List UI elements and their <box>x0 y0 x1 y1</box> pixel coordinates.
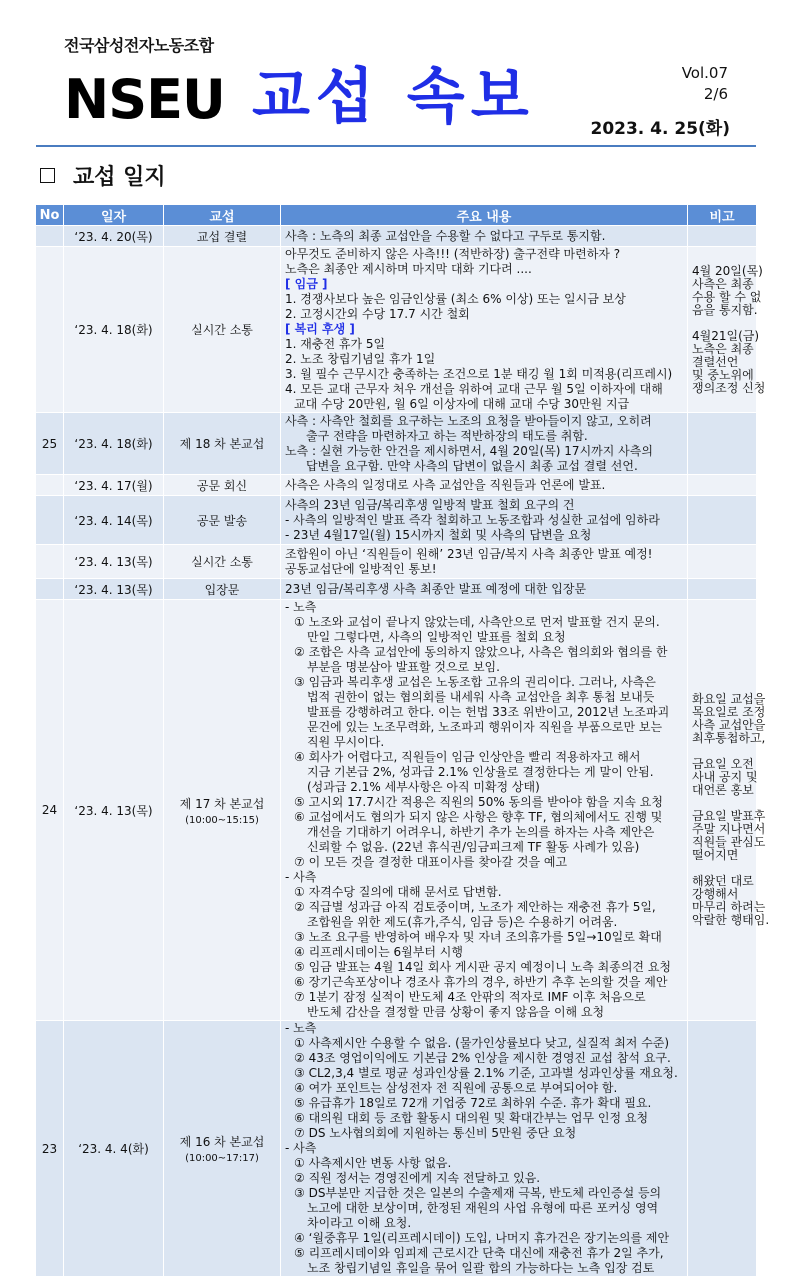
volume-number: Vol.07 <box>681 64 728 82</box>
content-heading: [ 복리 후생 ] <box>285 322 355 336</box>
row-type-label: 제 17 차 본교섭 <box>179 796 265 811</box>
col-header-date: 일자 <box>64 205 164 226</box>
note-line: 쟁의조정 신청 <box>692 380 766 395</box>
content-line: ⑦ DS 노사협의회에 지원하는 통신비 5만원 중단 요청 <box>294 1126 577 1140</box>
content-line: 조합원이 아닌 ‘직원들이 원해’ 23년 임금/복지 사측 최종안 발표 예정! <box>285 546 653 561</box>
row-date: ‘23. 4. 13(목) <box>64 600 164 1021</box>
page-number: 2/6 <box>703 85 728 103</box>
note-line: 및 중노위에 <box>692 367 754 382</box>
content-line: 교대 수당 20만원, 월 6일 이상자에 대해 교대 수당 30만원 지급 <box>294 397 630 411</box>
content-line: 노고에 대한 보상이며, 한정된 재원의 사업 유형에 따른 포커싱 영역 <box>307 1201 659 1215</box>
row-date: ‘23. 4. 18(화) <box>64 413 164 475</box>
content-line: ① 사측제시안 수용할 수 없음. (물가인상률보다 낮고, 실질적 최저 수준) <box>294 1036 670 1050</box>
row-note <box>688 496 757 545</box>
bulletin-title: 교섭 속보 <box>252 62 535 132</box>
content-line: 답변을 요구함. 만약 사측의 답변이 없을시 최종 교섭 결렬 선언. <box>306 458 638 473</box>
row-no <box>36 226 64 247</box>
issue-date: 2023. 4. 25(화) <box>590 119 730 139</box>
row-note <box>688 475 757 496</box>
row-type <box>164 1021 281 1277</box>
col-header-no: No <box>36 205 64 226</box>
row-no <box>36 496 64 545</box>
content-line: ⑤ 임금 발표는 4월 14일 회사 게시판 공지 예정이니 노측 최종의견 요청 <box>294 960 672 974</box>
note-line: 악랄한 행태임. <box>692 913 770 927</box>
content-line: 3. 월 필수 근무시간 충족하는 조건으로 1분 태깅 월 1회 미적용(리프레시) <box>285 367 673 381</box>
row-type: 공문 회신 <box>164 475 281 496</box>
content-line: ⑤ 유급휴가 18일로 72개 기업중 72로 최하위 수준. 휴가 확대 필요. <box>294 1096 652 1110</box>
content-line: (성과급 2.1% 세부사항은 아직 미확정 상태) <box>307 780 540 794</box>
row-type <box>164 600 281 1021</box>
table-row <box>36 545 757 579</box>
note-line: 대언론 홍보 <box>692 783 754 797</box>
content-line: 지금 기본급 2%, 성과급 2.1% 인상율로 결정한다는 게 말이 안됨. <box>307 765 654 779</box>
content-line: 신뢰할 수 없음. (22년 휴식권/임금피크제 TF 활동 사례가 있음) <box>307 840 640 854</box>
row-type: 제 18 차 본교섭 <box>164 413 281 475</box>
content-line: 출구 전략을 마련하자고 하는 적반하장의 태도를 취함. <box>306 428 588 443</box>
content-heading: [ 임금 ] <box>285 277 328 291</box>
row-content <box>281 496 688 545</box>
row-type-label: 제 16 차 본교섭 <box>179 1135 265 1149</box>
content-subheading: - 노측 <box>285 600 317 614</box>
content-line: ④ 여가 포인트는 삼성전자 전 직원에 공통으로 부여되어야 함. <box>294 1081 618 1095</box>
row-content <box>281 1021 688 1277</box>
table-row <box>36 475 757 496</box>
table-header-row <box>36 205 757 226</box>
col-header-content: 주요 내용 <box>281 205 688 226</box>
note-line: 음을 통지함. <box>692 302 758 317</box>
content-subheading: - 노측 <box>285 1021 317 1035</box>
session-time: (10:00~17:17) <box>185 1153 259 1164</box>
content-line: ⑥ 장기근속포상이나 경조사 휴가의 경우, 하반기 추후 논의할 것을 제안 <box>294 975 668 989</box>
note-line: 직원들 관심도 <box>692 835 766 849</box>
table-row <box>36 1021 757 1277</box>
content-line: ① 사측제시안 변동 사항 없음. <box>294 1156 452 1170</box>
row-no: 25 <box>36 413 64 475</box>
content-line: ④ ‘월중휴무 1일(리프레시데이) 도입, 나머지 휴가건은 장기논의를 제안 <box>294 1231 670 1245</box>
content-line: ① 자격수당 질의에 대해 문서로 답변함. <box>294 885 502 899</box>
note-line: 해왔던 대로 <box>692 874 754 888</box>
table-row <box>36 496 757 545</box>
note-line: 사측 교섭안을 <box>692 718 766 732</box>
note-line: 금요일 오전 <box>692 757 754 771</box>
row-content <box>281 247 688 413</box>
content-line: 4. 모든 교대 근무자 처우 개선을 위하여 교대 근무 월 5일 이하자에 대해 <box>285 382 663 396</box>
content-line: - 23년 4월17일(월) 15시까지 철회 및 사측의 답변을 요청 <box>285 527 592 542</box>
table-row <box>36 226 757 247</box>
row-content: 23년 임금/복리후생 사측 최종안 발표 예정에 대한 입장문 <box>281 579 688 600</box>
row-content: 사측은 사측의 일정대로 사측 교섭안을 직원들과 언론에 발표. <box>281 475 688 496</box>
row-date: ‘23. 4. 4(화) <box>64 1021 164 1277</box>
row-type: 공문 발송 <box>164 496 281 545</box>
content-line: ② 직원 정서는 경영진에게 지속 전달하고 있음. <box>294 1171 541 1185</box>
content-line: ⑦ 1분기 잠정 실적이 반도체 4조 안팎의 적자로 IMF 이후 처음으로 <box>294 990 646 1004</box>
section-heading <box>40 160 166 191</box>
note-line: 목요일로 조정 <box>692 705 766 719</box>
row-date: ‘23. 4. 14(목) <box>64 496 164 545</box>
row-content <box>281 413 688 475</box>
content-line: 문건에 있는 노조무력화, 노조파괴 행위이자 직원을 부품으로만 보는 <box>307 720 663 734</box>
content-line: 사측 : 사측안 철회를 요구하는 노조의 요청을 받아들이지 않고, 오히려 <box>285 413 652 428</box>
content-line: 조합원을 위한 제도(휴가,주식, 임금 등)은 수용하기 어려움. <box>307 915 618 929</box>
content-line: 1. 경쟁사보다 높은 임금인상률 (최소 6% 이상) 또는 일시금 보상 <box>285 292 626 306</box>
table-row <box>36 600 757 1021</box>
col-header-type: 교섭 <box>164 205 281 226</box>
note-line: 마무리 하려는 <box>692 900 766 914</box>
table-row <box>36 247 757 413</box>
row-note <box>688 600 770 1021</box>
note-line: 화요일 교섭을 <box>692 692 766 706</box>
brand-logo-text: NSEU <box>64 68 225 131</box>
issue-info <box>682 63 728 105</box>
row-no <box>36 545 64 579</box>
note-line: 사측은 최종 <box>692 276 754 291</box>
row-note <box>688 226 757 247</box>
content-line: ② 직급별 성과급 아직 검토중이며, 노조가 제안하는 재충전 휴가 5일, <box>294 900 656 914</box>
content-line: ③ 임금과 복리후생 교섭은 노동조합 고유의 권리이다. 그러나, 사측은 <box>294 675 656 689</box>
content-line: 아무것도 준비하지 않은 사측!!! (적반하장) 출구전략 마련하자 ? <box>285 247 621 261</box>
col-header-note: 비고 <box>688 205 757 226</box>
row-type: 입장문 <box>164 579 281 600</box>
content-line: ⑤ 리프레시데이와 임피제 근로시간 단축 대신에 재충전 휴가 2일 추가, <box>294 1246 664 1260</box>
content-line: 직원 무시이다. <box>307 735 385 749</box>
content-line: ③ 노조 요구를 반영하여 배우자 및 자녀 조의휴가를 5일→10일로 확대 <box>294 930 662 944</box>
note-line: 4월 20일(목) <box>692 263 763 278</box>
note-line: 강행해서 <box>692 887 739 901</box>
content-line: 반도체 감산을 결정할 만큼 상황이 좋지 않음을 이해 요청 <box>307 1005 605 1019</box>
content-line: 발표를 강행하려고 한다. 이는 헌법 33조 위반이고, 2012년 노조파괴 <box>307 705 670 719</box>
row-date: ‘23. 4. 20(목) <box>64 226 164 247</box>
header-divider <box>36 145 756 147</box>
note-line: 주말 지나면서 <box>692 822 766 836</box>
content-line: 노조 창립기념일 휴일을 묶어 일괄 합의 가능하다는 노측 입장 검토 <box>307 1261 655 1275</box>
note-line: 수용 할 수 없 <box>692 289 762 304</box>
row-no <box>36 475 64 496</box>
row-content <box>281 545 688 579</box>
content-line: ③ CL2,3,4 별로 평균 성과인상률 2.1% 기준, 고과별 성과인상률 재요청. <box>294 1066 678 1080</box>
row-type: 실시간 소통 <box>164 545 281 579</box>
row-date: ‘23. 4. 17(월) <box>64 475 164 496</box>
content-line: 개선을 기대하기 어려우니, 하반기 추가 논의를 하자는 사측 제안은 <box>307 825 655 839</box>
note-line: 금요일 발표후 <box>692 809 766 823</box>
content-line: ② 조합은 사측 교섭안에 동의하지 않았으나, 사측은 협의회와 협의를 한 <box>294 645 668 659</box>
row-date: ‘23. 4. 13(목) <box>64 579 164 600</box>
table-row <box>36 413 757 475</box>
row-type: 교섭 결렬 <box>164 226 281 247</box>
note-line: 사내 공지 및 <box>692 770 758 784</box>
row-content <box>281 600 688 1021</box>
row-no <box>36 579 64 600</box>
content-line: - 사측의 일방적인 발표 즉각 철회하고 노동조합과 성실한 교섭에 임하라 <box>285 512 660 527</box>
row-note <box>688 1021 757 1277</box>
table-row <box>36 579 757 600</box>
row-date: ‘23. 4. 13(목) <box>64 545 164 579</box>
row-no <box>36 247 64 413</box>
row-note <box>688 545 757 579</box>
content-line: 만일 그렇다면, 사측의 일방적인 발표를 철회 요청 <box>307 630 566 644</box>
content-subheading: - 사측 <box>285 870 317 884</box>
content-subheading: - 사측 <box>285 1141 317 1155</box>
row-content: 사측 : 노측의 최종 교섭안을 수용할 수 없다고 구두로 통지함. <box>281 226 688 247</box>
content-line: ④ 회사가 어렵다고, 직원들이 임금 인상안을 빨리 적용하자고 해서 <box>294 750 641 764</box>
content-line: 노측은 최종안 제시하며 마지막 대화 기다려 .... <box>285 262 532 276</box>
content-line: ⑤ 고시외 17.7시간 적용은 직원의 50% 동의를 받아야 함을 지속 요청 <box>294 795 663 809</box>
content-line: 차이라고 이해 요청. <box>307 1216 412 1230</box>
content-line: ⑦ 이 모든 것을 결정한 대표이사를 찾아갈 것을 예고 <box>294 855 568 869</box>
content-line: ① 노조와 교섭이 끝나지 않았는데, 사측안으로 먼저 발표할 건지 문의. <box>294 615 660 629</box>
content-line: 2. 노조 창립기념일 휴가 1일 <box>285 352 436 366</box>
row-note <box>688 247 766 413</box>
content-line: ③ DS부분만 지급한 것은 일본의 수출제재 극복, 반도체 라인증설 등의 <box>294 1186 662 1200</box>
union-name: 전국삼성전자노동조합 <box>64 36 214 55</box>
note-line: 떨어지면 <box>692 848 739 862</box>
session-time: (10:00~15:15) <box>185 814 259 826</box>
row-note <box>688 579 757 600</box>
note-line: 4월21일(금) <box>692 328 760 343</box>
row-no: 23 <box>36 1021 64 1277</box>
note-line: 결렬선언 <box>692 354 739 369</box>
row-date: ‘23. 4. 18(화) <box>64 247 164 413</box>
content-line: 2. 고정시간외 수당 17.7 시간 철회 <box>285 307 470 321</box>
row-no: 24 <box>36 600 64 1021</box>
checkbox-square-icon <box>40 168 55 183</box>
row-note <box>688 413 757 475</box>
content-line: ⑥ 교섭에서도 협의가 되지 않은 사항은 향후 TF, 협의체에서도 진행 및 <box>294 810 663 824</box>
note-line: 노측은 최종 <box>692 341 754 356</box>
content-line: ④ 리프레시데이는 6월부터 시행 <box>294 945 463 959</box>
content-line: ② 43조 영업이익에도 기본급 2% 인상을 제시한 경영진 교섭 참석 요구. <box>294 1051 671 1065</box>
row-type: 실시간 소통 <box>164 247 281 413</box>
section-title: 교섭 일지 <box>73 165 166 190</box>
content-line: ⑥ 대의원 대회 등 조합 활동시 대의원 및 확대간부는 업무 인정 요청 <box>294 1111 649 1125</box>
negotiation-log-table <box>35 204 770 1277</box>
note-line: 최후통첩하고, <box>692 731 766 745</box>
content-line: 1. 재충전 휴가 5일 <box>285 337 386 351</box>
content-line: 부분을 명분삼아 발표할 것으로 보임. <box>307 660 500 674</box>
content-line: 노측 : 실현 가능한 안건을 제시하면서, 4월 20일(목) 17시까지 사측의 <box>285 443 653 458</box>
content-line: 법적 권한이 없는 협의회를 내세워 사측 교섭안을 최후 통첩 보내듯 <box>307 690 655 704</box>
content-line: 사측의 23년 임금/복리후생 일방적 발표 철회 요구의 건 <box>285 497 575 512</box>
content-line: 공동교섭단에 일방적인 통보! <box>285 561 437 576</box>
